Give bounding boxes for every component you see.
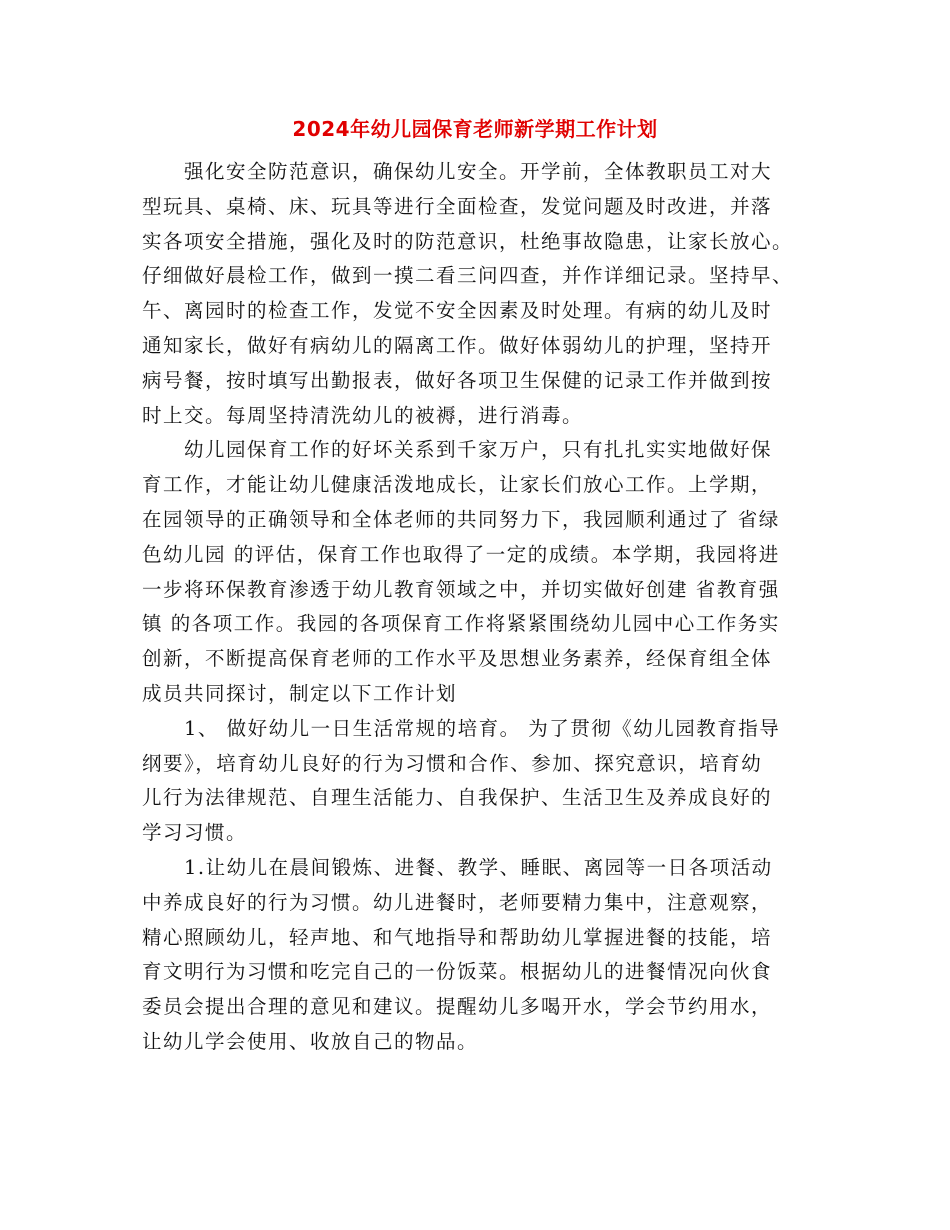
text-line: 纲要》，培育幼儿良好的行为习惯和合作、参加、探究意识，培育幼 bbox=[142, 751, 763, 775]
text-line: 创新，不断提高保育老师的工作水平及思想业务素养，经保育组全体 bbox=[142, 647, 773, 671]
text-line: 强化安全防范意识，确保幼儿安全。开学前，全体教职员工对大 bbox=[184, 160, 773, 183]
text-line: 育文明行为习惯和吃完自己的一份饭菜。根据幼儿的进餐情况向伙食 bbox=[142, 960, 773, 984]
text-line: 镇 的各项工作。我园的各项保育工作将紧紧围绕幼儿园中心工作务实 bbox=[142, 612, 780, 636]
text-line: 幼儿园保育工作的好坏关系到千家万户，只有扎扎实实地做好保 bbox=[184, 438, 773, 462]
text-line: 一步将环保教育渗透于幼儿教育领域之中，并切实做好创建 省教育强 bbox=[142, 577, 780, 601]
text-line: 在园领导的正确领导和全体老师的共同努力下，我园顺利通过了 省绿 bbox=[142, 507, 780, 531]
text-line: 成员共同探讨，制定以下工作计划 bbox=[142, 681, 458, 705]
text-line: 1.让幼儿在晨间锻炼、进餐、教学、睡眠、离园等一日各项活动 bbox=[184, 855, 773, 879]
text-line: 型玩具、桌椅、床、玩具等进行全面检查，发觉问题及时改进，并落 bbox=[142, 194, 773, 218]
text-line: 儿行为法律规范、自理生活能力、自我保护、生活卫生及养成良好的 bbox=[142, 786, 773, 810]
text-line: 精心照顾幼儿，轻声地、和气地指导和帮助幼儿掌握进餐的技能，培 bbox=[142, 925, 773, 949]
text-line: 实各项安全措施，强化及时的防范意识，杜绝事故隐患，让家长放心。 bbox=[142, 229, 794, 253]
text-line: 色幼儿园 的评估，保育工作也取得了一定的成绩。本学期，我园将进 bbox=[142, 542, 780, 566]
text-line: 仔细做好晨检工作，做到一摸二看三问四查，并作详细记录。坚持早、 bbox=[142, 264, 794, 288]
document-body bbox=[142, 155, 802, 1060]
text-line: 委员会提出合理的意见和建议。提醒幼儿多喝开水，学会节约用水， bbox=[142, 995, 773, 1019]
text-line: 让幼儿学会使用、收放自己的物品。 bbox=[142, 1029, 479, 1053]
text-line: 育工作，才能让幼儿健康活泼地成长，让家长们放心工作。上学期， bbox=[142, 473, 773, 497]
text-line: 午、离园时的检查工作，发觉不安全因素及时处理。有病的幼儿及时 bbox=[142, 299, 773, 323]
text-line: 时上交。每周坚持清洗幼儿的被褥，进行消毒。 bbox=[142, 403, 584, 427]
text-line: 中养成良好的行为习惯。幼儿进餐时，老师要精力集中，注意观察， bbox=[142, 890, 773, 914]
document-title: 2024年幼儿园保育老师新学期工作计划 bbox=[292, 117, 658, 141]
text-line: 1、 做好幼儿一日生活常规的培育。 为了贯彻《幼儿园教育指导 bbox=[184, 716, 781, 740]
text-line: 病号餐，按时填写出勤报表，做好各项卫生保健的记录工作并做到按 bbox=[142, 368, 773, 392]
text-line: 学习习惯。 bbox=[142, 821, 248, 845]
text-line: 通知家长，做好有病幼儿的隔离工作。做好体弱幼儿的护理，坚持开 bbox=[142, 333, 773, 357]
